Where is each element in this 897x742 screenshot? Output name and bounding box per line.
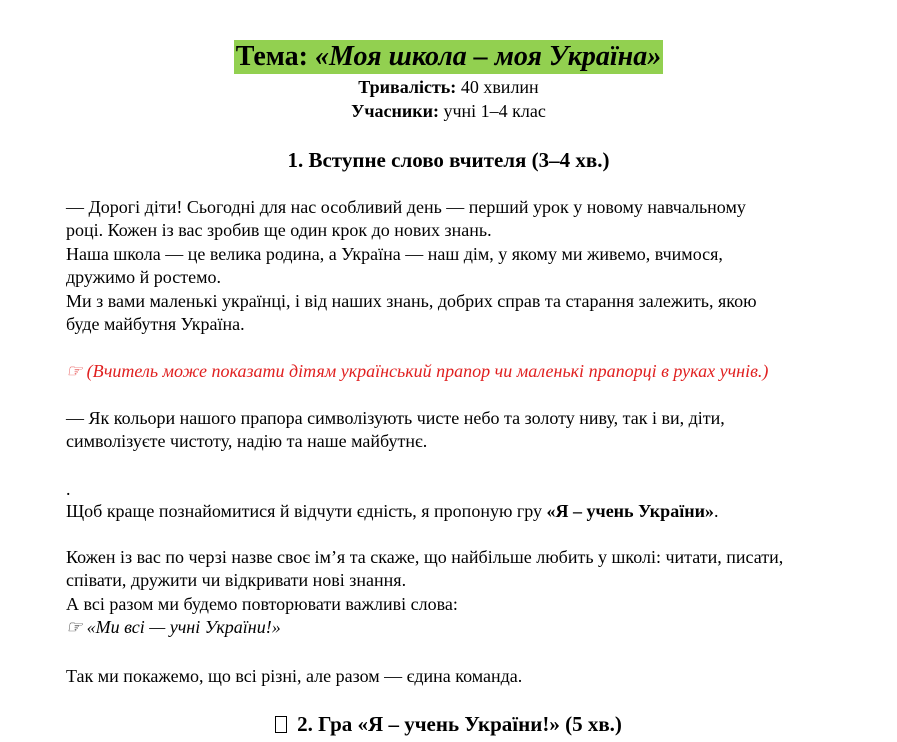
section1-heading: 1. Вступне слово вчителя (3–4 хв.)	[287, 148, 610, 172]
intro-line: році. Кожен із вас зробив ще один крок до нових знань.	[66, 220, 492, 241]
game-intro-prefix: Щоб краще познайомитися й відчути єдність, я пропоную гру	[66, 501, 547, 521]
flag-paragraph	[66, 407, 886, 454]
intro-paragraph	[66, 196, 886, 336]
section2-heading-row	[0, 711, 897, 737]
rules-line: Кожен із вас по черзі назве своє ім’я та скаже, що найбільше любить у школі: читати, писати,	[66, 547, 784, 567]
game-rules-paragraph	[66, 546, 886, 640]
flag-line: — Як кольори нашого прапора символізують чисте небо та золоту ниву, так і ви, діти,	[66, 408, 725, 428]
title-topic: «Моя школа – моя Україна»	[315, 41, 662, 72]
intro-line: буде майбутня Україна.	[66, 314, 245, 335]
game-intro-suffix: .	[713, 501, 719, 521]
page-title	[234, 40, 663, 74]
teacher-note: ☞ (Вчитель може показати дітям український прапор чи маленькі прапорці в руках учнів.)	[66, 361, 769, 381]
title-block	[0, 40, 897, 74]
participants-line	[0, 100, 897, 122]
section2-heading: 2. Гра «Я – учень України!» (5 хв.)	[297, 712, 622, 736]
title-prefix: Тема:	[235, 41, 316, 72]
participants-value: учні 1–4 клас	[438, 101, 546, 121]
intro-line: Ми з вами маленькі українці, і від наших знань, добрих справ та старання залежить, якою	[66, 290, 757, 311]
duration-label: Тривалість:	[358, 77, 457, 97]
rules-line: А всі разом ми будемо повторювати важливі слова:	[66, 593, 458, 614]
intro-line: Наша школа — це велика родина, а Україна — наш дім, у якому ми живемо, вчимося,	[66, 243, 723, 264]
intro-line: — Дорогі діти! Сьогодні для нас особливий день — перший урок у новому навчальному	[66, 197, 746, 217]
flag-line: символізуєте чистоту, надію та наше майбутнє.	[66, 431, 428, 452]
closing-line: Так ми покажемо, що всі різні, але разом — єдина команда.	[66, 666, 523, 686]
duration-line	[0, 76, 897, 98]
game-intro-name: «Я – учень України»	[546, 501, 714, 521]
rules-line: співати, дружити чи відкривати нові знання.	[66, 570, 407, 591]
participants-label: Учасники:	[351, 101, 439, 121]
missing-glyph-icon	[275, 716, 287, 733]
dot-line: .	[66, 479, 71, 499]
duration-value: 40 хвилин	[456, 77, 539, 97]
game-intro-line	[66, 500, 886, 523]
chant-line: ☞ «Ми всі — учні України!»	[66, 617, 281, 638]
intro-line: дружимо й ростемо.	[66, 267, 221, 288]
